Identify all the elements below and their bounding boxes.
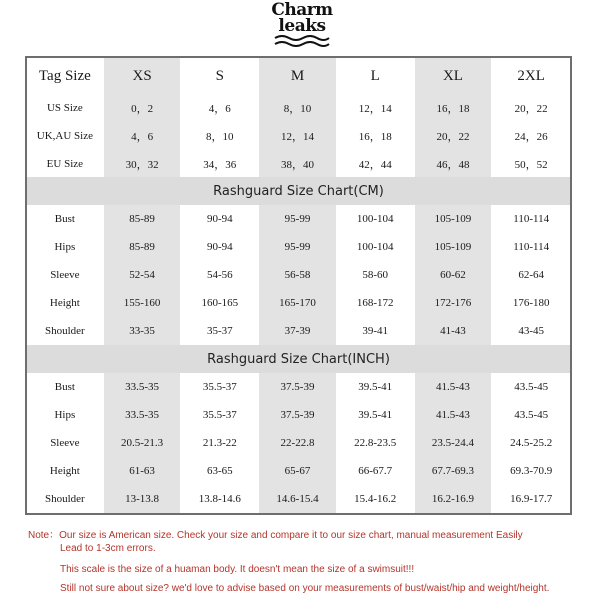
table-cell: 22-22.8 — [259, 429, 337, 457]
table-cell: 24.5-25.2 — [510, 437, 553, 449]
table-cell: 14.6-15.4 — [259, 485, 337, 513]
table-cell: 168-172 — [337, 289, 415, 317]
table-cell: 90-94 — [181, 233, 259, 261]
table-cell: 61-63 — [104, 457, 182, 485]
cm-chart-title: Rashguard Size Chart(CM) — [27, 177, 570, 205]
note-line: Note：Our size is American size. Check your size and compare it to our size chart, manual measurement Easily — [28, 530, 523, 541]
header-cell-l: L — [337, 58, 415, 94]
header-cell-2xl: 2XL — [517, 67, 545, 84]
table-cell: 20.5-21.3 — [104, 429, 182, 457]
table-cell: 165-170 — [259, 289, 337, 317]
row-label: Sleeve — [27, 261, 104, 289]
table-cell: 63-65 — [181, 457, 259, 485]
table-cell: 67.7-69.3 — [415, 457, 493, 485]
table-cell: 54-56 — [181, 261, 259, 289]
row-label: Bust — [27, 373, 104, 401]
brand-logo-line-2: leaks — [278, 16, 326, 36]
table-cell: 16.2-16.9 — [415, 485, 493, 513]
table-cell: 100-104 — [337, 233, 415, 261]
table-cell: 13.8-14.6 — [181, 485, 259, 513]
table-cell: 16.9-17.7 — [510, 493, 553, 505]
header-cell-xl: XL — [415, 58, 493, 94]
table-cell: 35-37 — [181, 317, 259, 345]
table-cell: 110-114 — [513, 213, 550, 225]
table-cell: 37.5-39 — [259, 373, 337, 401]
table-cell: 90-94 — [181, 205, 259, 233]
table-cell: 95-99 — [259, 233, 337, 261]
table-cell: 35.5-37 — [181, 401, 259, 429]
table-cell: 62-64 — [518, 269, 544, 281]
table-cell: 46，48 — [415, 150, 493, 177]
table-cell: 33-35 — [104, 317, 182, 345]
table-row — [27, 401, 570, 429]
row-label: UK,AU Size — [27, 122, 104, 150]
size-chart-table — [25, 56, 572, 515]
table-cell: 12，14 — [259, 122, 337, 150]
header-cell-xs: XS — [104, 58, 182, 94]
note-line: Still not sure about size? we'd love to advise based on your measurements of bust/waist/hip and weight/height. — [60, 583, 550, 594]
table-cell: 20，22 — [415, 122, 493, 150]
table-cell: 30，32 — [104, 150, 182, 177]
table-row — [27, 205, 570, 233]
table-cell: 160-165 — [181, 289, 259, 317]
row-label: US Size — [27, 94, 104, 122]
table-cell: 13-13.8 — [104, 485, 182, 513]
table-cell: 100-104 — [337, 205, 415, 233]
table-cell: 85-89 — [104, 233, 182, 261]
table-cell: 4，6 — [181, 94, 259, 122]
brand-logo-line-1: Charm — [271, 0, 333, 20]
table-cell: 110-114 — [513, 241, 550, 253]
table-row — [27, 373, 570, 401]
row-label: Sleeve — [27, 429, 104, 457]
table-cell: 105-109 — [415, 205, 493, 233]
table-cell: 12，14 — [337, 94, 415, 122]
table-row — [27, 289, 570, 317]
table-cell: 37-39 — [259, 317, 337, 345]
row-label: Hips — [27, 233, 104, 261]
table-cell: 95-99 — [259, 205, 337, 233]
table-row — [27, 233, 570, 261]
table-cell: 16，18 — [415, 94, 493, 122]
table-row — [27, 94, 570, 122]
header-cell-m: M — [259, 58, 337, 94]
row-label: Bust — [27, 205, 104, 233]
table-cell: 60-62 — [415, 261, 493, 289]
table-row — [27, 457, 570, 485]
row-label: Height — [27, 457, 104, 485]
inch-chart-title: Rashguard Size Chart(INCH) — [27, 345, 570, 373]
row-label: EU Size — [27, 150, 104, 177]
table-cell: 8，10 — [259, 94, 337, 122]
table-cell: 22.8-23.5 — [337, 429, 415, 457]
table-cell: 50，52 — [514, 158, 548, 171]
table-cell: 39.5-41 — [337, 373, 415, 401]
table-row — [27, 317, 570, 345]
table-cell: 155-160 — [104, 289, 182, 317]
table-cell: 69.3-70.9 — [510, 465, 553, 477]
table-cell: 56-58 — [259, 261, 337, 289]
table-cell: 41.5-43 — [415, 373, 493, 401]
row-label: Hips — [27, 401, 104, 429]
table-cell: 41-43 — [415, 317, 493, 345]
table-cell: 23.5-24.4 — [415, 429, 493, 457]
table-cell: 21.3-22 — [181, 429, 259, 457]
table-cell: 52-54 — [104, 261, 182, 289]
table-row — [27, 150, 570, 177]
table-row — [27, 485, 570, 513]
table-cell: 176-180 — [512, 297, 550, 309]
table-cell: 0，2 — [104, 94, 182, 122]
note-line: This scale is the size of a huaman body. It doesn't mean the size of a swimsuit!!! — [60, 564, 415, 575]
table-cell: 65-67 — [259, 457, 337, 485]
table-cell: 37.5-39 — [259, 401, 337, 429]
table-cell: 15.4-16.2 — [337, 485, 415, 513]
table-cell: 33.5-35 — [104, 373, 182, 401]
table-cell: 8，10 — [181, 122, 259, 150]
table-cell: 43.5-45 — [514, 409, 549, 421]
table-cell: 4，6 — [104, 122, 182, 150]
table-cell: 34，36 — [181, 150, 259, 177]
table-cell: 39.5-41 — [337, 401, 415, 429]
header-row — [27, 58, 570, 94]
table-row — [27, 122, 570, 150]
table-row — [27, 261, 570, 289]
note-line: Lead to 1-3cm errors. — [60, 543, 156, 554]
table-cell: 172-176 — [415, 289, 493, 317]
wave-icon — [273, 34, 331, 50]
table-cell: 42，44 — [337, 150, 415, 177]
table-cell: 58-60 — [337, 261, 415, 289]
brand-logo — [262, 2, 342, 58]
table-cell: 43-45 — [518, 325, 544, 337]
table-cell: 39-41 — [337, 317, 415, 345]
header-cell-s: S — [181, 58, 259, 94]
table-cell: 24，26 — [514, 131, 548, 143]
row-label: Height — [27, 289, 104, 317]
table-cell: 35.5-37 — [181, 373, 259, 401]
table-cell: 16，18 — [337, 122, 415, 150]
table-row — [27, 429, 570, 457]
header-cell-tag-size: Tag Size — [27, 58, 104, 94]
table-cell: 105-109 — [415, 233, 493, 261]
row-label: Shoulder — [27, 485, 104, 513]
table-cell: 38，40 — [259, 150, 337, 177]
table-cell: 43.5-45 — [514, 381, 549, 393]
table-cell: 41.5-43 — [415, 401, 493, 429]
row-label: Shoulder — [27, 317, 104, 345]
table-cell: 20，22 — [514, 103, 548, 115]
table-cell: 33.5-35 — [104, 401, 182, 429]
table-cell: 85-89 — [104, 205, 182, 233]
table-cell: 66-67.7 — [337, 457, 415, 485]
